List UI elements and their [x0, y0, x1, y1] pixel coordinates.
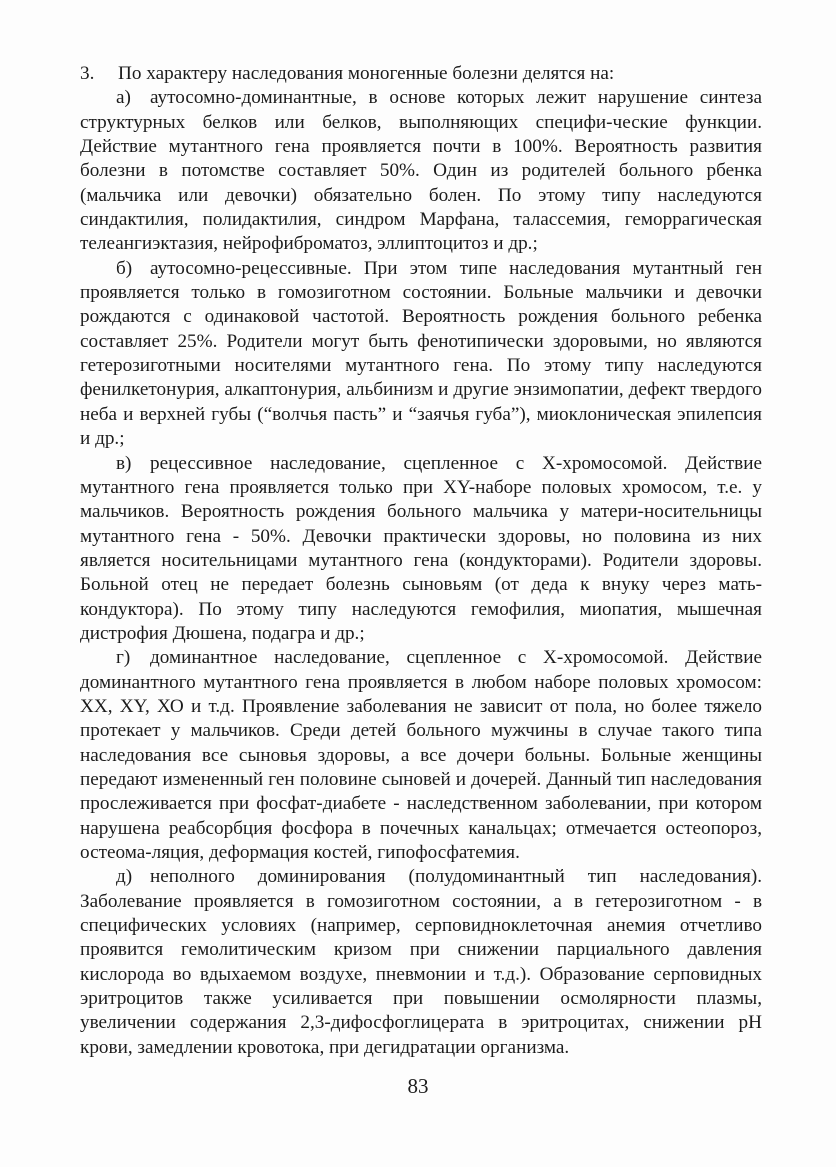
paragraph-marker: б): [116, 257, 133, 279]
paragraph-marker: д): [116, 866, 133, 888]
paragraph-x-linked-dominant: [80, 646, 762, 865]
paragraph-text: доминантное наследование, сцепленное с Х-хромосомой. Действие доминантного мутантного гена проявляется в любом наборе половых хромосом: ХХ, ХY, ХО и т.д. Проявление заболевания не зависит от пола, но более тяжело протекает у мальчиков. Среди детей больного мужчины в случае такого типа наследования все сыновья здоровы, а все дочери больны. Больные женщины передают измененный ген половине сыновей и дочерей. Данный тип наследования прослеживается при фосфат-диабете - наследственном заболевании, при котором нарушена реабсорбция фосфора в почечных канальцах; отмечается остеопороз, остеома-ляция, деформация костей, гипофосфатемия.: [80, 647, 762, 863]
section-heading: [80, 62, 762, 86]
paragraph-text: рецессивное наследование, сцепленное с Х-хромосомой. Действие мутантного гена проявляется только при ХY-наборе половых хромосом, т.е. у мальчиков. Вероятность рождения больного мальчика у матери-носительницы мутантного гена - 50%. Девочки практически здоровы, но половина из них является носительницами мутантного гена (кондукторами). Родители здоровы. Больной отец не передает болезнь сыновьям (от деда к внуку через мать-кондуктора). По этому типу наследуются гемофилия, миопатия, мышечная дистрофия Дюшена, подагра и др.;: [80, 452, 762, 644]
paragraph-incomplete-dominance: [80, 865, 762, 1060]
paragraph-text: неполного доминирования (полудоминантный тип наследования). Заболевание проявляется в гомозиготном состоянии, а в гетерозиготном - в специфических условиях (например, серповидноклеточная анемия отчетливо проявится гемолитическим кризом при снижении парциального давления кислорода во вдыхаемом воздухе, пневмонии и т.д.). Образование серповидных эритроцитов также усиливается при повышении осмолярности плазмы, увеличении содержания 2,3-дифосфоглицерата в эритроцитах, снижении рН крови, замедлении кровотока, при дегидратации организма.: [80, 866, 762, 1058]
paragraph-x-linked-recessive: [80, 452, 762, 647]
paragraph-autosomal-recessive: [80, 257, 762, 452]
section-title: По характеру наследования моногенные болезни делятся на:: [118, 63, 615, 84]
page-number: 83: [407, 1074, 429, 1098]
paragraph-marker: г): [116, 647, 131, 669]
main-text: [80, 62, 762, 1060]
paragraph-autosomal-dominant: [80, 86, 762, 256]
section-number: 3.: [80, 63, 95, 84]
paragraph-text: аутосомно-доминантные, в основе которых лежит нарушение синтеза структурных белков или белков, выполняющих специфи-ческие функции. Действие мутантного гена проявляется почти в 100%. Вероятность развития болезни в потомстве составляет 50%. Один из родителей больного рбенка (мальчика или девочки) обязательно болен. По этому типу наследуются синдактилия, полидактилия, синдром Марфана, талассемия, геморрагическая телеангиэктазия, нейрофиброматоз, эллиптоцитоз и др.;: [80, 87, 762, 255]
paragraph-marker: а): [116, 87, 131, 109]
paragraph-marker: в): [116, 452, 132, 474]
paragraph-text: аутосомно-рецессивные. При этом типе наследования мутантный ген проявляется только в гомозиготном состоянии. Больные мальчики и девочки рождаются с одинаковой частотой. Вероятность рождения больного ребенка составляет 25%. Родители могут быть фенотипически здоровыми, но являются гетерозиготными носителями мутантного гена. По этому типу наследуются фенилкетонурия, алкаптонурия, альбинизм и другие энзимопатии, дефект твердого неба и верхней губы (“волчья пасть” и “заячья губа”), миоклоническая эпилепсия и др.;: [80, 257, 762, 450]
